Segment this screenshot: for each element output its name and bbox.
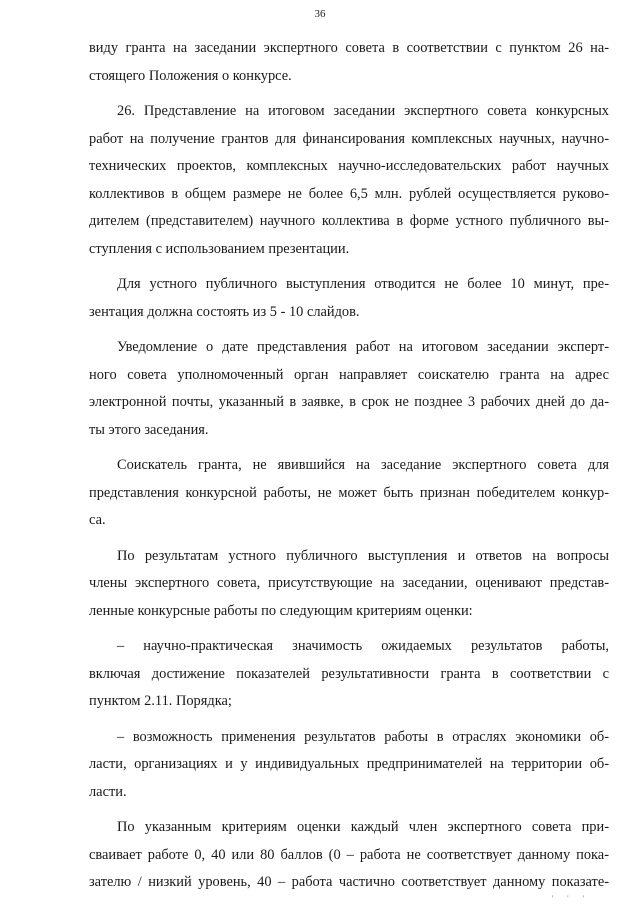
text-line: ленные конкурсные работы по следующим критериям оценки: [89, 602, 473, 619]
text-line: стоящего Положения о конкурсе. [89, 67, 292, 84]
paragraph [89, 271, 609, 326]
criterion-item [89, 724, 609, 807]
text-line: ласти. [89, 783, 127, 800]
text-line: 26. Представление на итоговом заседании экспертного совета конкурсных [117, 103, 609, 119]
criterion-item [89, 633, 609, 716]
page-number: 36 [314, 8, 326, 20]
paragraph [89, 814, 609, 897]
paragraph [89, 543, 609, 626]
text-line: По результатам устного публичного выступления и ответов на вопросы [117, 547, 609, 564]
text-line: – научно-практическая значимость ожидаемых результатов работы, [117, 638, 609, 654]
text-line: сваивает работе 0, 40 или 80 баллов (0 – работа не соответствует данному пока- [89, 846, 609, 863]
document-body [89, 35, 609, 897]
text-line: ласти, организациях и у индивидуальных предпринимателей на территории об- [89, 756, 609, 772]
text-line: ступления с использованием презентации. [89, 240, 350, 257]
scan-marks: ' ' ' [551, 894, 590, 903]
paragraph [89, 35, 609, 90]
text-line: представления конкурсной работы, не может быть признан победителем конкур- [89, 484, 609, 501]
text-line: зентация должна состоять из 5 - 10 слайдов. [89, 303, 360, 320]
text-line: ты этого заседания. [89, 421, 209, 438]
text-line: Соискатель гранта, не явившийся на заседание экспертного совета для [117, 457, 609, 473]
text-line: – возможность применения результатов работы в отраслях экономики об- [117, 728, 609, 745]
text-line: са. [89, 512, 106, 528]
text-line: работ на получение грантов для финансирования комплексных научных, научно- [89, 130, 609, 147]
text-line: ного совета уполномоченный орган направляет соискателю гранта на адрес [89, 366, 609, 383]
text-line: включая достижение показателей результативности гранта в соответствии с [89, 665, 609, 682]
text-line: члены экспертного совета, присутствующие на заседании, оценивают представ- [89, 575, 609, 591]
paragraph [89, 452, 609, 535]
text-line: дителем (представителем) научного коллектива в форме устного публичного вы- [89, 213, 609, 229]
text-line: пунктом 2.11. Порядка; [89, 693, 232, 709]
text-line: технических проектов, комплексных научно-исследовательских работ научных [89, 158, 609, 174]
text-line: Для устного публичного выступления отводится не более 10 минут, пре- [117, 276, 609, 292]
text-line: По указанным критериям оценки каждый член экспертного совета при- [117, 819, 609, 835]
text-line: виду гранта на заседании экспертного совета в соответствии с пунктом 26 на- [89, 40, 609, 56]
text-line: зателю / низкий уровень, 40 – работа частично соответствует данному показате- [89, 874, 609, 890]
paragraph [89, 98, 609, 263]
text-line: коллективов в общем размере не более 6,5 млн. рублей осуществляется руково- [89, 185, 609, 202]
text-line: Уведомление о дате представления работ на итоговом заседании эксперт- [117, 339, 609, 355]
paragraph [89, 334, 609, 444]
text-line: электронной почты, указанный в заявке, в срок не позднее 3 рабочих дней до да- [89, 394, 609, 410]
